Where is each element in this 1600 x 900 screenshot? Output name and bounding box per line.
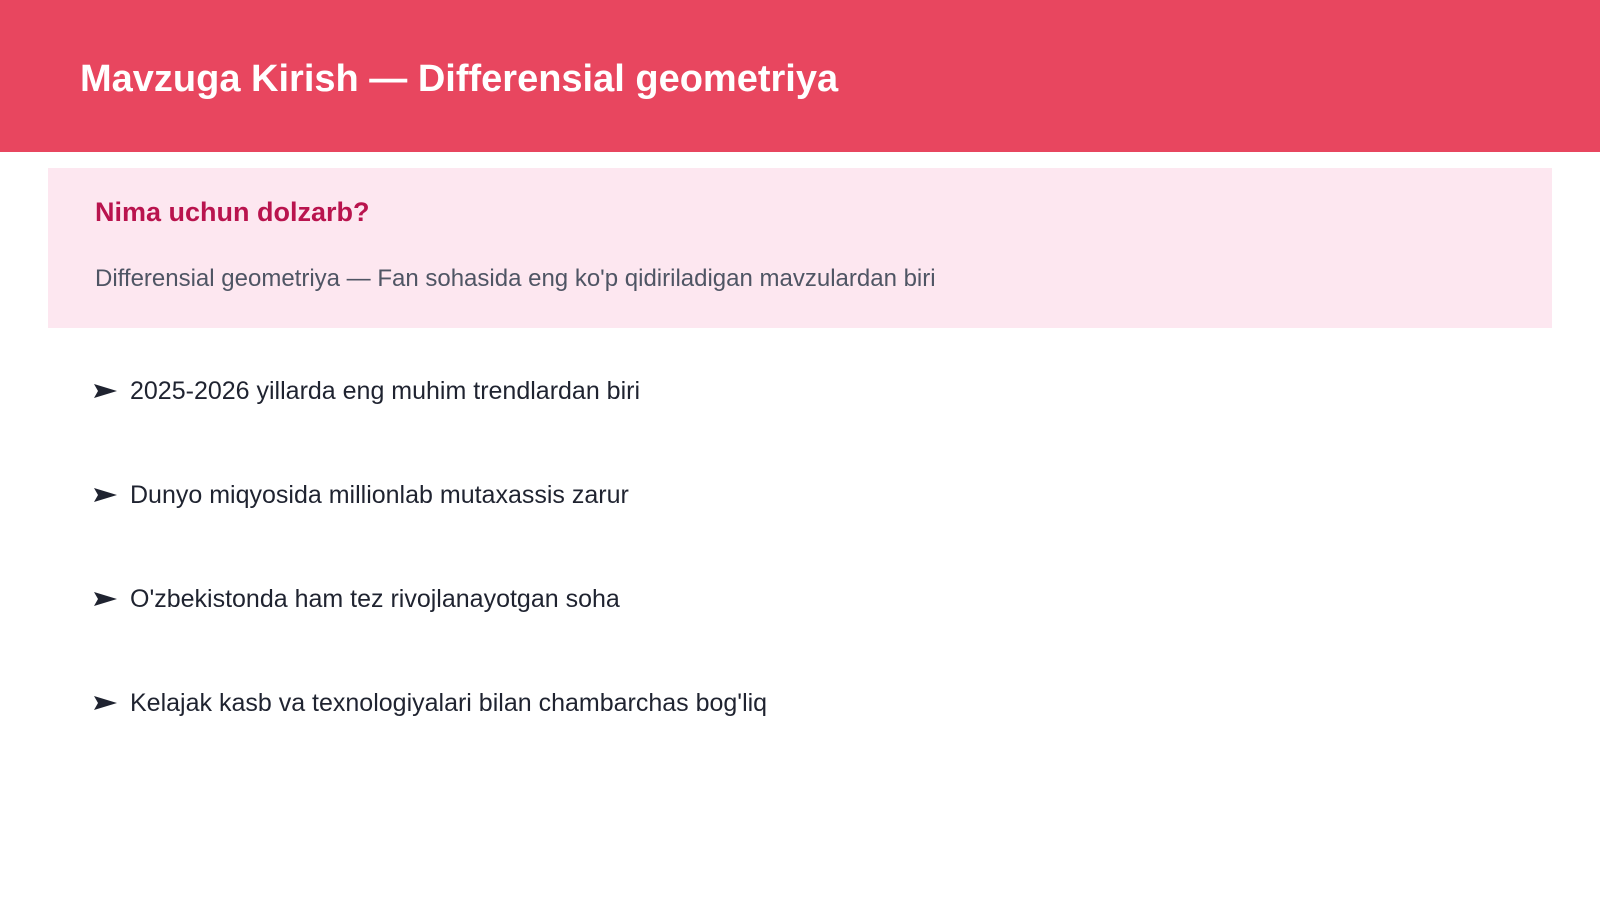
- bullet-item: [94, 473, 767, 517]
- relevance-callout: [48, 168, 1552, 328]
- bullet-item: [94, 681, 767, 725]
- bullet-text: Kelajak kasb va texnologiyalari bilan chambarchas bog'liq: [130, 689, 768, 717]
- arrow-right-icon: [94, 694, 118, 712]
- bullet-text: O'zbekistonda ham tez rivojlanayotgan soha: [130, 585, 620, 613]
- bullet-text: 2025-2026 yillarda eng muhim trendlardan biri: [130, 377, 641, 405]
- bullet-list: [94, 369, 767, 785]
- bullet-item: [94, 577, 767, 621]
- callout-title: Nima uchun dolzarb?: [95, 197, 370, 227]
- callout-text: Differensial geometriya — Fan sohasida eng ko'p qidiriladigan mavzulardan biri: [95, 265, 936, 292]
- bullet-item: [94, 369, 767, 413]
- slide-header: [0, 0, 1600, 152]
- bullet-text: Dunyo miqyosida millionlab mutaxassis zarur: [130, 481, 629, 509]
- slide-title: Mavzuga Kirish — Differensial geometriya: [80, 58, 839, 100]
- arrow-right-icon: [94, 382, 118, 400]
- arrow-right-icon: [94, 590, 118, 608]
- arrow-right-icon: [94, 486, 118, 504]
